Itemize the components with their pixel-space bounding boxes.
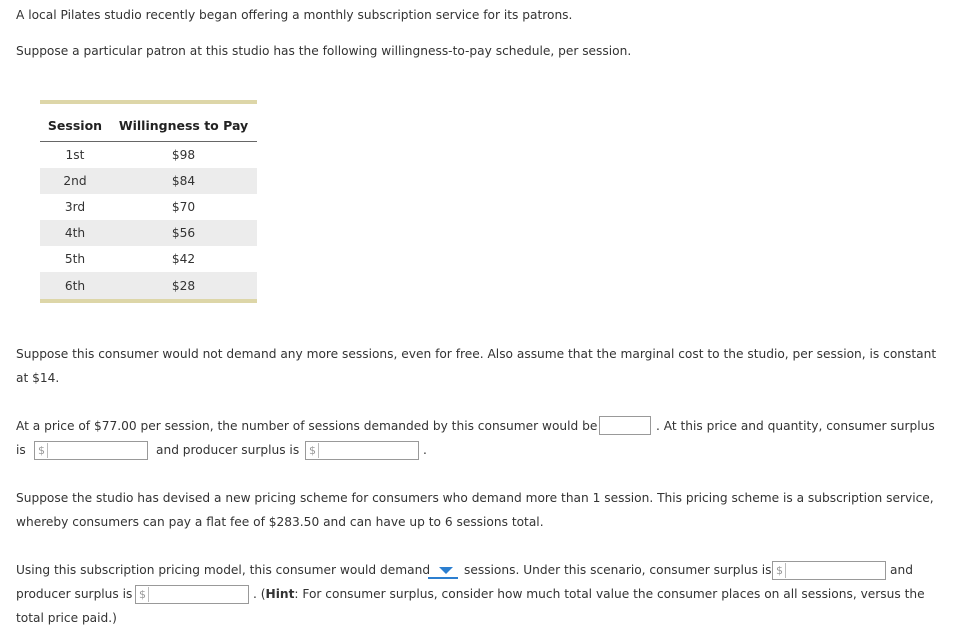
assumption-line-2: at $14. [16, 371, 60, 385]
dollar-icon: $ [309, 444, 316, 457]
chevron-down-icon [439, 567, 453, 574]
q2-text-5: . ( [253, 587, 266, 601]
q2-text-3: and [890, 563, 913, 577]
q1-producer-surplus-input[interactable] [305, 441, 419, 460]
session-cell: 3rd [64, 200, 86, 214]
header-session: Session [40, 102, 110, 142]
q1-consumer-surplus-input[interactable] [34, 441, 148, 460]
q2-sessions-dropdown[interactable] [428, 560, 458, 580]
q2-hint-line [253, 582, 925, 606]
session-cell: 1st [65, 148, 85, 162]
q2-producer-surplus-input[interactable] [135, 585, 249, 604]
q2-text-4: producer surplus is [16, 587, 133, 601]
table-row [40, 246, 257, 272]
dollar-icon: $ [139, 588, 146, 601]
wtp-table [40, 100, 257, 303]
wtp-cell: $70 [171, 200, 196, 214]
hint-label: Hint [265, 587, 295, 601]
header-wtp: Willingness to Pay [110, 102, 257, 142]
q1-text-5: . [423, 443, 427, 457]
table-header-row [40, 102, 257, 142]
q2-text-7: total price paid.) [16, 611, 117, 625]
q2-consumer-surplus-input[interactable] [772, 561, 886, 580]
table-row [40, 220, 257, 246]
session-cell: 5th [64, 252, 86, 266]
intro-line-1: A local Pilates studio recently began offering a monthly subscription service for its patrons. [16, 8, 573, 22]
q1-text-3: is [16, 443, 26, 457]
wtp-cell: $98 [171, 148, 196, 162]
table-row [40, 194, 257, 220]
q2-text-1: Using this subscription pricing model, this consumer would demand [16, 563, 431, 577]
q1-sessions-input[interactable] [599, 416, 651, 435]
scheme-line-2: whereby consumers can pay a flat fee of $283.50 and can have up to 6 sessions total. [16, 515, 544, 529]
wtp-cell: $28 [110, 272, 257, 301]
intro-line-2: Suppose a particular patron at this studio has the following willingness-to-pay schedule, per session. [16, 44, 632, 58]
assumption-line-1: Suppose this consumer would not demand any more sessions, even for free. Also assume that the marginal cost to the studio, per session, is constant [16, 347, 937, 361]
session-cell: 2nd [40, 168, 110, 194]
wtp-cell: $42 [171, 252, 196, 266]
session-cell: 4th [40, 220, 110, 246]
dollar-icon: $ [776, 564, 783, 577]
session-cell: 6th [40, 272, 110, 301]
q2-text-6: : For consumer surplus, consider how much total value the consumer places on all sessions, versus the [294, 587, 925, 601]
q2-text-2: sessions. Under this scenario, consumer surplus is [464, 563, 772, 577]
table-row [40, 168, 257, 194]
table-row [40, 272, 257, 301]
q1-text-1: At a price of $77.00 per session, the number of sessions demanded by this consumer would be [16, 419, 598, 433]
table-row [40, 142, 257, 169]
q1-text-2: . At this price and quantity, consumer surplus [656, 419, 935, 433]
scheme-line-1: Suppose the studio has devised a new pricing scheme for consumers who demand more than 1 session. This pricing scheme is a subscription service, [16, 491, 934, 505]
q1-text-4: and producer surplus is [156, 443, 300, 457]
dollar-icon: $ [38, 444, 45, 457]
wtp-cell: $56 [110, 220, 257, 246]
wtp-cell: $84 [110, 168, 257, 194]
dropdown-underline [428, 577, 458, 579]
